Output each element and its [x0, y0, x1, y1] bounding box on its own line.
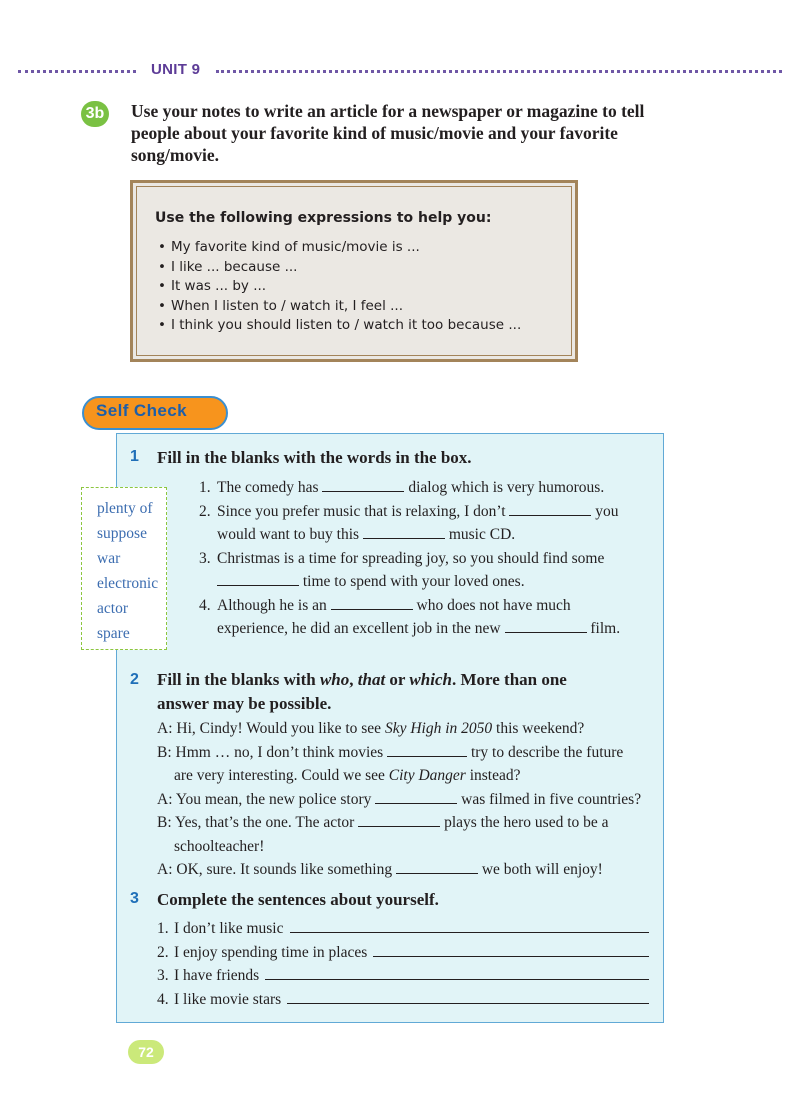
exercise-3-list [157, 917, 649, 1011]
line-text: are very interesting. Could we see [174, 767, 385, 784]
item-text: I like movie stars [174, 990, 282, 1008]
unit-label: UNIT 9 [151, 61, 201, 78]
line-text: plays the hero used to be a [444, 814, 609, 831]
item-text: experience, he did an excellent job in the new [217, 620, 501, 637]
line-text: OK, sure. It sounds like something [176, 861, 393, 878]
line-text: schoolteacher! [174, 837, 265, 855]
speaker: A: [157, 861, 173, 878]
answer-blank[interactable] [217, 571, 299, 586]
exercise-3-number: 3 [130, 890, 139, 907]
item-number: 2. [199, 502, 211, 520]
item-text: would want to buy this [217, 526, 360, 543]
answer-line[interactable] [265, 965, 649, 980]
word-list [97, 496, 158, 646]
movie-title: Sky High in 2050 [384, 720, 493, 737]
exercise-2-title [157, 668, 637, 716]
exercise-1-item [199, 476, 649, 500]
exercise-1-item [199, 547, 649, 594]
exercise-1-item [199, 594, 649, 641]
self-check-title: Self Check [96, 401, 187, 420]
line-text: Hi, Cindy! Would you like to see [176, 720, 382, 737]
dialogue-line [157, 835, 657, 859]
title-text: Fill in the blanks with [157, 670, 316, 689]
exercise-3-item [157, 917, 649, 941]
dialogue-line [157, 741, 657, 765]
item-number: 2. [157, 943, 169, 961]
item-text: film. [590, 620, 621, 637]
answer-line[interactable] [290, 918, 650, 933]
dialogue-line [157, 788, 657, 812]
dialogue-line [157, 717, 657, 741]
speaker: A: [157, 720, 173, 737]
task-badge: 3b [81, 101, 109, 127]
item-text: Since you prefer music that is relaxing, I don’t [217, 502, 506, 520]
answer-blank[interactable] [505, 618, 587, 633]
line-text: this weekend? [496, 720, 585, 737]
exercise-3-item [157, 964, 649, 988]
answer-blank[interactable] [322, 477, 404, 492]
exercise-1-item [199, 500, 649, 547]
line-text: Yes, that’s the one. The actor [174, 814, 355, 831]
item-text: dialog which is very humorous. [408, 479, 605, 496]
exercise-2-number: 2 [130, 671, 139, 688]
speaker: B: [157, 743, 172, 761]
line-text: try to describe the future [470, 743, 624, 761]
title-text: answer may be possible. [157, 694, 332, 713]
title-text: or [385, 670, 410, 689]
item-number: 1. [199, 479, 211, 496]
item-text: music CD. [448, 526, 516, 543]
word-item: electronic [97, 575, 159, 592]
dialogue-line [157, 811, 657, 835]
item-text: you [595, 502, 619, 520]
expression-item: • I think you should listen to / watch it too because ... [158, 316, 521, 336]
answer-line[interactable] [287, 989, 649, 1004]
item-number: 1. [157, 920, 169, 937]
item-text: time to spend with your loved ones. [302, 573, 525, 590]
header-dots-right [216, 70, 782, 73]
item-text: I have friends [174, 967, 260, 984]
item-text: Although he is an [217, 596, 327, 614]
exercise-3-item [157, 988, 649, 1012]
expression-item: • It was ... by ... [158, 277, 521, 297]
movie-title: City Danger [388, 767, 466, 784]
line-text: Hmm … no, I don’t think movies [175, 743, 384, 761]
expressions-heading: Use the following expressions to help you: [155, 210, 492, 226]
task-instruction: Use your notes to write an article for a newspaper or magazine to tell people about your favorite kind of music/movie and your favorite song/movie. [131, 101, 645, 165]
line-text: we both will enjoy! [481, 861, 603, 878]
keyword-that: that [357, 670, 386, 689]
item-number: 4. [157, 990, 169, 1008]
word-item: suppose [97, 525, 147, 542]
item-text: who does not have much [416, 596, 571, 614]
expression-item: • When I listen to / watch it, I feel ... [158, 297, 521, 317]
answer-blank[interactable] [375, 789, 457, 804]
item-number: 4. [199, 596, 211, 614]
answer-line[interactable] [373, 942, 649, 957]
keyword-who: who [319, 670, 350, 689]
header-dots-left [18, 70, 136, 73]
title-text: , [349, 670, 354, 689]
speaker: A: [157, 790, 173, 808]
answer-blank[interactable] [509, 501, 591, 516]
line-text: instead? [469, 767, 521, 784]
expressions-list [158, 238, 521, 336]
answer-blank[interactable] [358, 812, 440, 827]
answer-blank[interactable] [331, 595, 413, 610]
word-item: actor [97, 600, 128, 617]
line-text: was filmed in five countries? [461, 790, 642, 808]
expression-item: • I like ... because ... [158, 258, 521, 278]
speaker: B: [157, 814, 172, 831]
exercise-1-number: 1 [130, 448, 139, 465]
dialogue-line [157, 764, 657, 788]
word-item: plenty of [97, 500, 153, 517]
word-item: war [97, 550, 121, 567]
item-text: The comedy has [217, 479, 319, 496]
item-number: 3. [157, 967, 169, 984]
exercise-1-list [199, 476, 649, 641]
exercise-1-title: Fill in the blanks with the words in the box. [157, 448, 472, 467]
answer-blank[interactable] [363, 524, 445, 539]
exercise-3-item [157, 941, 649, 965]
item-text: I don’t like music [174, 920, 284, 937]
page-number: 72 [128, 1040, 164, 1064]
keyword-which: which [409, 670, 452, 689]
item-number: 3. [199, 549, 211, 567]
dialogue-line [157, 858, 657, 882]
line-text: You mean, the new police story [175, 790, 372, 808]
expression-item: • My favorite kind of music/movie is ... [158, 238, 521, 258]
item-text: Christmas is a time for spreading joy, so you should find some [217, 549, 605, 567]
dialogue [157, 717, 657, 882]
item-text: I enjoy spending time in places [174, 943, 368, 961]
word-item: spare [97, 625, 130, 642]
exercise-3-title: Complete the sentences about yourself. [157, 890, 439, 909]
title-text: . More than one [451, 670, 567, 689]
answer-blank[interactable] [396, 859, 478, 874]
answer-blank[interactable] [387, 742, 467, 757]
